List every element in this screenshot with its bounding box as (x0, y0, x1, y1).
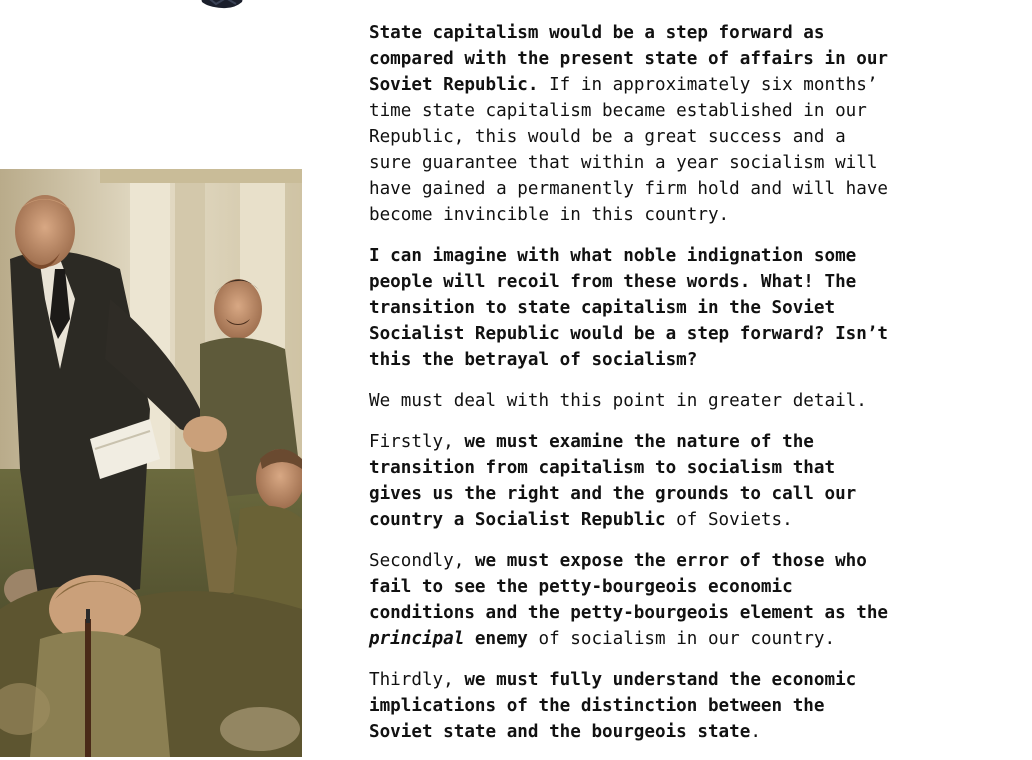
text-run: implications of the distinction between the (369, 696, 825, 716)
text-run: of socialism in our country. (527, 629, 836, 649)
text-run: we must examine the nature of the (464, 432, 814, 452)
paragraph (369, 243, 969, 373)
text-run: we must expose the error of those who (474, 551, 867, 571)
text-run: We must deal with this point in greater detail. (369, 391, 867, 411)
cropped-image-fragment (196, 0, 248, 10)
text-run: Secondly, (369, 551, 475, 571)
paragraph (369, 548, 969, 652)
text-run: Firstly, (369, 432, 465, 452)
text-run: we must fully understand the economic (464, 670, 857, 690)
text-run: become invincible in this country. (369, 205, 730, 225)
paragraph (369, 20, 969, 228)
text-run: transition from capitalism to socialism that (369, 458, 836, 478)
text-run: sure guarantee that within a year socialism will (369, 153, 878, 173)
text-run: people will recoil from these words. What! The (369, 272, 857, 292)
text-run: transition to state capitalism in the Soviet (369, 298, 836, 318)
text-run: compared with the present state of affairs in our (369, 49, 889, 69)
text-run: . (750, 722, 761, 742)
text-run: gives us the right and the grounds to call our (369, 484, 857, 504)
paragraph (369, 429, 969, 533)
text-run: fail to see the petty-bourgeois economic (369, 577, 793, 597)
text-run: Soviet state and the bourgeois state (369, 722, 751, 742)
text-run: Soviet Republic. (369, 75, 539, 95)
text-run: Republic, this would be a great success and a (369, 127, 846, 147)
text-run: country a Socialist Republic (369, 510, 666, 530)
text-run: enemy (464, 629, 528, 649)
article-text (369, 20, 969, 760)
text-run: this the betrayal of socialism? (369, 350, 698, 370)
text-run: conditions and the petty-bourgeois element as the (369, 603, 889, 623)
text-run: If in approximately six months’ (538, 75, 878, 95)
text-run: Socialist Republic would be a step forward? Isn’t (369, 324, 889, 344)
paragraph (369, 667, 969, 745)
text-run: I can imagine with what noble indignation some (369, 246, 857, 266)
text-run: have gained a permanently firm hold and will have (369, 179, 889, 199)
text-run: time state capitalism became established in our (369, 101, 867, 121)
text-run: of Soviets. (665, 510, 793, 530)
text-run: principal (369, 629, 465, 649)
paragraph (369, 388, 969, 414)
text-run: Thirdly, (369, 670, 465, 690)
text-run: State capitalism would be a step forward as (369, 23, 825, 43)
historical-painting-image (0, 169, 302, 757)
